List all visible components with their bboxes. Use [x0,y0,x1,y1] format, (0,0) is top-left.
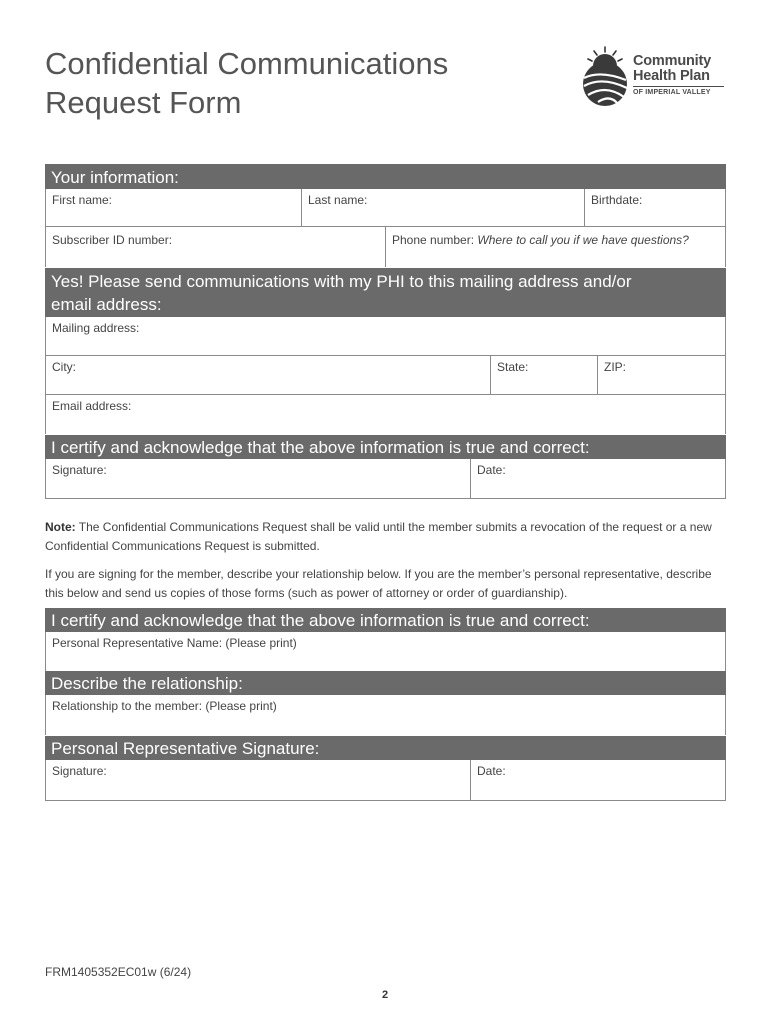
section-heading: Describe the relationship: [45,671,726,695]
rep-signature-row [45,760,726,801]
representative-certification-section [45,608,726,671]
section-heading: I certify and acknowledge that the above information is true and correct: [45,435,726,459]
rep-name-row [45,632,726,671]
form-title [45,44,505,122]
phone-number-field[interactable] [386,227,725,267]
representative-name-field[interactable]: Personal Representative Name: (Please print) [52,636,297,650]
your-information-section [45,164,726,267]
section-heading: Personal Representative Signature: [45,736,726,760]
logo-text-health-plan: Health Plan [633,68,710,84]
logo-text-community: Community [633,53,711,69]
name-row [45,189,726,227]
section-heading: I certify and acknowledge that the above information is true and correct: [45,608,726,632]
email-row [45,395,726,434]
title-line-2: Request Form [45,85,242,120]
zip-field[interactable]: ZIP: [604,360,627,374]
logo-text-imperial-valley: OF IMPERIAL VALLEY [633,86,724,98]
city-field[interactable]: City: [46,356,491,394]
phone-hint: Where to call you if we have questions? [477,233,689,247]
heading-line-2: email address: [51,295,162,314]
form-code: FRM1405352EC01w (6/24) [45,965,192,979]
mailing-row [45,317,726,356]
date-field[interactable]: Date: [477,463,506,477]
signature-field[interactable]: Signature: [46,459,471,498]
signature-row [45,459,726,499]
section-heading: Your information: [45,164,726,189]
mailing-address-field[interactable]: Mailing address: [52,321,140,335]
relationship-row [45,695,726,735]
rep-signature-field[interactable]: Signature: [46,760,471,800]
city-state-zip-row [45,356,726,395]
title-line-1: Confidential Communications [45,46,449,81]
representative-signature-section [45,736,726,801]
note-label: Note: [45,520,76,534]
certification-section [45,435,726,499]
relationship-field[interactable]: Relationship to the member: (Please print) [52,699,277,713]
state-field[interactable]: State: [491,356,598,394]
subscriber-id-field[interactable]: Subscriber ID number: [46,227,386,267]
heading-line-1: Yes! Please send communications with my PHI to this mailing address and/or [51,272,632,291]
rep-date-field[interactable]: Date: [477,764,506,778]
email-address-field[interactable]: Email address: [52,399,132,413]
mailing-address-section [45,268,726,434]
note-text: The Confidential Communications Request shall be valid until the member submits a revocation of the request or a new Confidential Communications Request is submitted. [45,520,712,553]
first-name-field[interactable]: First name: [46,189,302,226]
section-heading [45,268,726,317]
validity-note [45,518,730,556]
community-health-plan-logo [580,44,730,108]
id-phone-row [45,227,726,267]
logo-sun-hills-icon [580,44,630,108]
last-name-field[interactable]: Last name: [302,189,585,226]
birthdate-field[interactable]: Birthdate: [591,193,643,207]
representative-instructions: If you are signing for the member, describe your relationship below. If you are the member’s personal representative, describe this below and send us copies of those forms (such as power of attorney or order of guardianship). [45,567,712,600]
relationship-section [45,671,726,735]
phone-label: Phone number: [392,233,478,247]
page-number: 2 [381,989,389,1001]
